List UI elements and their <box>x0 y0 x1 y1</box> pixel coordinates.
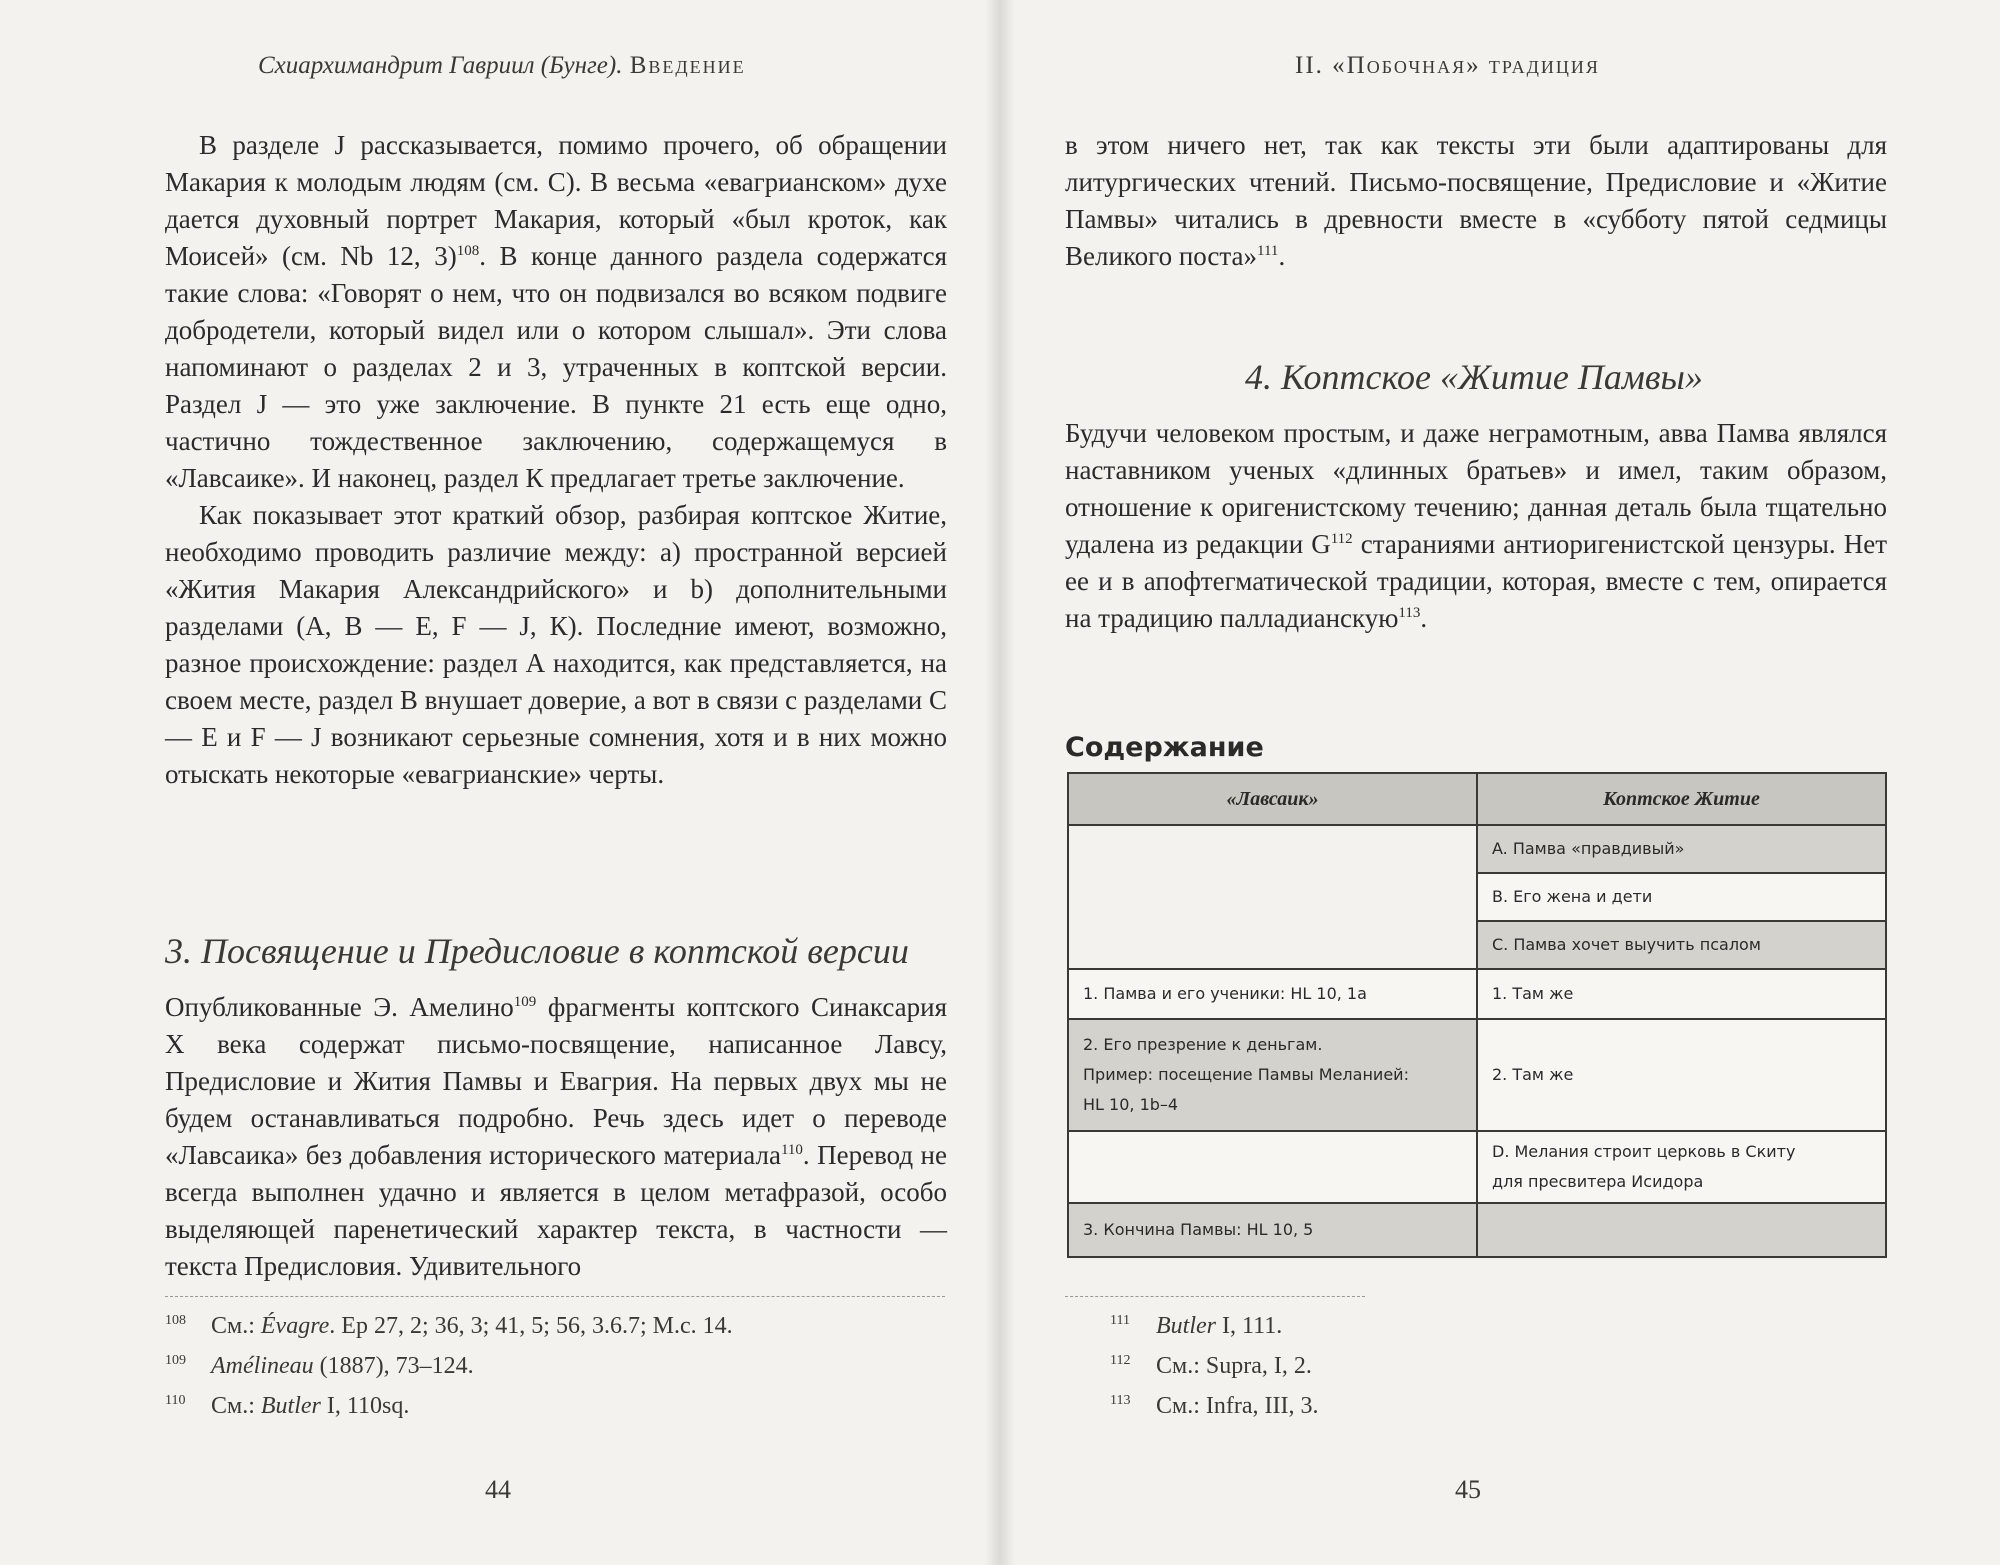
table-row <box>1068 825 1886 873</box>
column-header: Коптское Житие <box>1477 773 1886 825</box>
section-title-3: 3. Посвящение и Предисловие в коптской версии <box>165 931 909 971</box>
running-head-author: Схиархимандрит Гавриил (Бунге). <box>258 52 623 79</box>
footnote: 112 См.: Supra, I, 2. <box>1110 1353 1312 1379</box>
table-cell: A. Памва «правдивый» <box>1477 825 1886 873</box>
section-4-text <box>1065 415 1887 637</box>
table-cell: 2. Его презрение к деньгам. Пример: посещение Памвы Меланией: HL 10, 1b–4 <box>1068 1019 1477 1131</box>
table-title: Содержание <box>1065 732 1264 763</box>
footnote: 109 Amélineau (1887), 73–124. <box>165 1353 474 1379</box>
footnote-ref: 113 <box>1398 605 1421 621</box>
paragraph: в этом ничего нет, так как тексты эти были адаптированы для литургических чтений. Письмо-посвящение, Предисловие и «Житие Памвы» читались в древности вместе в «субботу пятой седмицы Великого поста»$^{111}$. <box>1065 130 1887 271</box>
table-cell <box>1068 825 1477 969</box>
footnote: 111 Butler I, 111. <box>1110 1313 1283 1339</box>
paragraph: В разделе J рассказывается, помимо прочего, об обращении Макария к молодым людям (см. С). В весьма «евагрианском» духе дается духовный портрет Макария, который «был кроток, как Моисей» (см. Nb 12, 3)$^{108}$. В конце данного раздела содержатся такие слова: «Говорят о нем, что он подвизался во всяком подвиге добродетели, который видел или о котором слышал». Эти слова напоминают о разделах 2 и 3, утраченных в коптской версии. Раздел J — это уже заключение. В пункте 21 есть еще одно, частично тождественное заключению, содержащемуся в «Лавсаике». И наконец, раздел К предлагает третье заключение. <box>165 130 947 493</box>
table-cell: 2. Там же <box>1477 1019 1886 1131</box>
contents-table <box>1067 772 1887 1258</box>
footnote-rule <box>1065 1296 1365 1298</box>
table-row <box>1068 1019 1886 1131</box>
left-footnotes <box>165 1306 733 1426</box>
table-cell: 1. Там же <box>1477 969 1886 1019</box>
column-header: «Лавсаик» <box>1068 773 1477 825</box>
paragraph: Будучи человеком простым, и даже неграмотным, авва Памва являлся наставником ученых «длинных братьев» и имел, таким образом, отношение к оригенистскому течению; данная деталь была тщательно удалена из редакции $G^{112}$ стараниями антиоригенистской цензуры. Нет ее и в апофтегматической традиции, которая, вместе с тем, опирается на традицию палладианскую$^{113}$. <box>1065 418 1887 633</box>
right-running-head: II. «Побочная» традиция <box>1295 52 1600 79</box>
page-number: 44 <box>485 1475 511 1504</box>
footnote-ref: 109 <box>513 994 537 1010</box>
footnote-ref: 110 <box>780 1142 803 1158</box>
footnote: 113 См.: Infra, III, 3. <box>1110 1393 1319 1419</box>
table-cell: D. Мелания строит церковь в Скиту для пресвитера Исидора <box>1477 1131 1886 1203</box>
section-title-4: 4. Коптское «Житие Памвы» <box>1245 357 1703 397</box>
table-cell <box>1477 1203 1886 1257</box>
paragraph: Опубликованные Э. Амелино$^{109}$ фрагменты коптского Синаксария X века содержат письмо-посвящение, написанное Лавсу, Предисловие и Жития Памвы и Евагрия. На первых двух мы не будем останавливаться подробно. Речь здесь идет о переводе «Лавсаика» без добавления исторического материала$^{110}$. Перевод не всегда выполнен удачно и является в целом метафразой, особо выделяющей паренетический характер текста, в частности — текста Предисловия. Удивительного <box>165 992 947 1281</box>
footnote-ref: 112 <box>1330 531 1353 547</box>
table-cell <box>1068 1131 1477 1203</box>
table-header-row <box>1068 773 1886 825</box>
paragraph: Как показывает этот краткий обзор, разбирая коптское Житие, необходимо проводить различие между: a) пространной версией «Жития Макария Александрийского» и b) дополнительными разделами (А, В — Е, F — J, К). Последние имеют, возможно, разное происхождение: раздел А находится, как представляется, на своем месте, раздел В внушает доверие, а вот в связи с разделами С — Е и F — J возникают серьезные сомнения, хотя и в них можно отыскать некоторые «евагрианские» черты. <box>165 500 947 789</box>
running-head-title: Введение <box>629 52 746 79</box>
table-row <box>1068 1131 1886 1203</box>
page-number: 45 <box>1455 1475 1481 1504</box>
right-body-text <box>1065 127 1887 275</box>
footnote: 110 См.: Butler I, 110sq. <box>165 1393 410 1419</box>
footnote-rule <box>165 1296 945 1298</box>
section-3-text <box>165 989 947 1285</box>
right-footnotes <box>1110 1306 1318 1426</box>
footnote: 108 См.: Évagre. Ep 27, 2; 36, 3; 41, 5; 56, 3.6.7; M.c. 14. <box>165 1313 733 1339</box>
left-running-head <box>258 52 746 80</box>
footnote-ref: 111 <box>1257 243 1279 259</box>
right-page <box>1000 0 2000 1565</box>
table-cell: 1. Памва и его ученики: HL 10, 1a <box>1068 969 1477 1019</box>
table-row <box>1068 969 1886 1019</box>
footnote-ref: 108 <box>456 243 480 259</box>
table-cell: C. Памва хочет выучить псалом <box>1477 921 1886 969</box>
table-row <box>1068 1203 1886 1257</box>
left-body-text <box>165 127 947 793</box>
table-cell: B. Его жена и дети <box>1477 873 1886 921</box>
table-cell: 3. Кончина Памвы: HL 10, 5 <box>1068 1203 1477 1257</box>
